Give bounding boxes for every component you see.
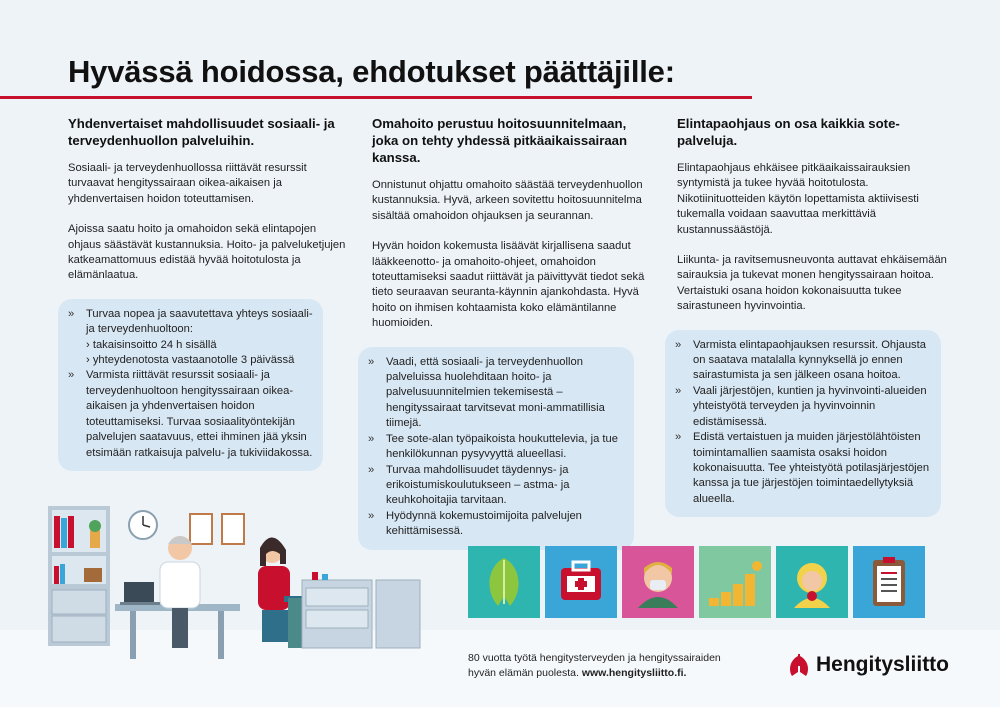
column-heading: Elintapaohjaus on osa kaikkia sote-palveluja. [677,116,900,148]
column-heading: Yhdenvertaiset mahdollisuudet sosiaali- ja terveydenhuollon palveluihin. [68,116,335,148]
picture-frame-icon [222,514,244,544]
column-paragraph: Hyvän hoidon kokemusta lisäävät kirjallisena saadut lääkkeenotto- ja omahoito-ohjeet, omahoidon toteuttamiseksi saadut riittävät ja päivittyvät tiedot sekä tieto seuraavan seuranta-käynnin ajankohdasta. Hyvä hoito on ihmisen kohtaamista koko elämäntilanne huomioiden. [372,240,645,330]
footer-line [468,666,721,681]
footer-line-text: hyvän elämän puolesta. [468,667,582,679]
doctor-icon [160,536,200,648]
chair-icon [288,598,302,648]
proposal-box [665,330,941,517]
tile-lungs [468,546,540,618]
proposal-item: » Hyödynnä kokemustoimijoita palvelujen kehittämisessä. [368,509,624,540]
wall-clock-icon [129,511,157,539]
proposal-subitem: › yhteydenotosta vastaanotolle 3 päivässä [86,354,295,367]
column-equal-access [68,115,348,471]
doctor-office-illustration [40,500,450,665]
column-paragraph: Ajoissa saatu hoito ja omahoidon sekä elintapojen ohjaus säästävät kustannuksia. Hoito- ja palveluketjujen katkeamattomuus edistää hyvää hoitotulosta ja elämänlaatua. [68,223,346,282]
tile-child [776,546,848,618]
column-lifestyle [677,115,957,517]
proposal-item: » Edistä vertaistuen ja muiden järjestölähtöisten toimintamallien saamista osaksi hoidon kokonaisuutta. Tee yhteistyötä potilasjärjestöjen kanssa ja tue järjestöjen toimintaedellytyksiä alueella. [675,430,931,507]
picture-frame-icon [190,514,212,544]
proposal-item: » Turvaa mahdollisuudet täydennys- ja erikoistumiskoulutukseen – astma- ja keuhkohoitajia tarvitaan. [368,463,624,509]
proposal-item: » Vaali järjestöjen, kuntien ja hyvinvointi-alueiden yhteistyötä terveyden ja hyvinvoinnin edistämisessä. [675,384,931,430]
proposal-item: » Turvaa nopea ja saavutettava yhteys sosiaali- ja terveydenhuoltoon: [68,307,313,338]
column-paragraph: Elintapaohjaus ehkäisee pitkäaikaissairauksien syntymistä ja tukee hyvää hoitotulosta. Nikotiinituotteiden käytön lopettamista aktiivisesti tukemalla voidaan saavuttaa merkittäviä kustannussäästöjä. [677,162,919,236]
tile-person-mask [622,546,694,618]
shelf-icon [48,506,110,646]
tile-coins [699,546,771,618]
logo [786,652,949,678]
proposal-subitem: › takaisinsoitto 24 h sisällä [86,338,217,351]
column-self-care [372,115,652,550]
title-underline [0,96,752,99]
footer-text [468,651,721,681]
column-heading: Omahoito perustuu hoitosuunnitelmaan, joka on tehty yhdessä pitkäaikaissairaan kanssa. [372,116,628,165]
tile-clipboard [853,546,925,618]
footer-line: 80 vuotta työtä hengitysterveyden ja hengityssairaiden [468,652,721,664]
footer-url-link[interactable]: www.hengitysliitto.fi. [581,667,687,679]
laptop-icon [124,582,154,602]
clipboard-icon [873,557,905,606]
column-paragraph: Sosiaali- ja terveydenhuollossa riittävät resurssit turvaavat hengityssairaan oikea-aikaisen ja yhdenvertaisen hoidon toteuttamisen. [68,162,307,205]
proposal-item: » Varmista elintapaohjauksen resurssit. Ohjausta on saatava matalalla kynnyksellä jo ennen sairastumista ja sen jälkeen osana hoitoa. [675,338,931,384]
page-title: Hyvässä hoidossa, ehdotukset päättäjille: [68,54,675,89]
tile-first-aid [545,546,617,618]
column-paragraph: Onnistunut ohjattu omahoito säästää terveydenhuollon kustannuksia. Hyvä, arkeen sovitettu hoitosuunnitelma sisältää omahoidon ohjauksen ja seurannan. [372,179,643,222]
logo-name: Hengitysliitto [816,653,950,676]
proposal-item: » Tee sote-alan työpaikoista houkuttelevia, ja tue henkilökunnan pysyvyyttä alueellasi. [368,432,624,463]
proposal-item: » Varmista riittävät resurssit sosiaali- ja terveydenhuoltoon hengityssairaan oikea-aikaisen ja yhdenvertaisen hoidon toteuttamiseksi. Turvaa sosiaalityöntekijän palvelujen saatavuus, ettei ihminen jää yksin etsimään ratkaisuja palvelu- ja tukiviidakossa. [68,368,313,460]
lungs-logo-icon [786,652,812,678]
cabinet-icon [302,572,420,648]
proposal-box [58,299,323,471]
column-paragraph: Liikunta- ja ravitsemusneuvonta auttavat ehkäisemään sairauksia ja tukevat monen hengityssairaan hoitoa. Vertaistuki osana hoidon kokonaisuutta tukee sairastuneen hyvinvointia. [677,254,947,313]
proposal-item: » Vaadi, että sosiaali- ja terveydenhuollon palveluissa huolehditaan hoito- ja palvelusuunnitelmien tekemisestä – hengityssairaat tarvitsevat moni-ammatillisia tiimejä. [368,355,624,432]
